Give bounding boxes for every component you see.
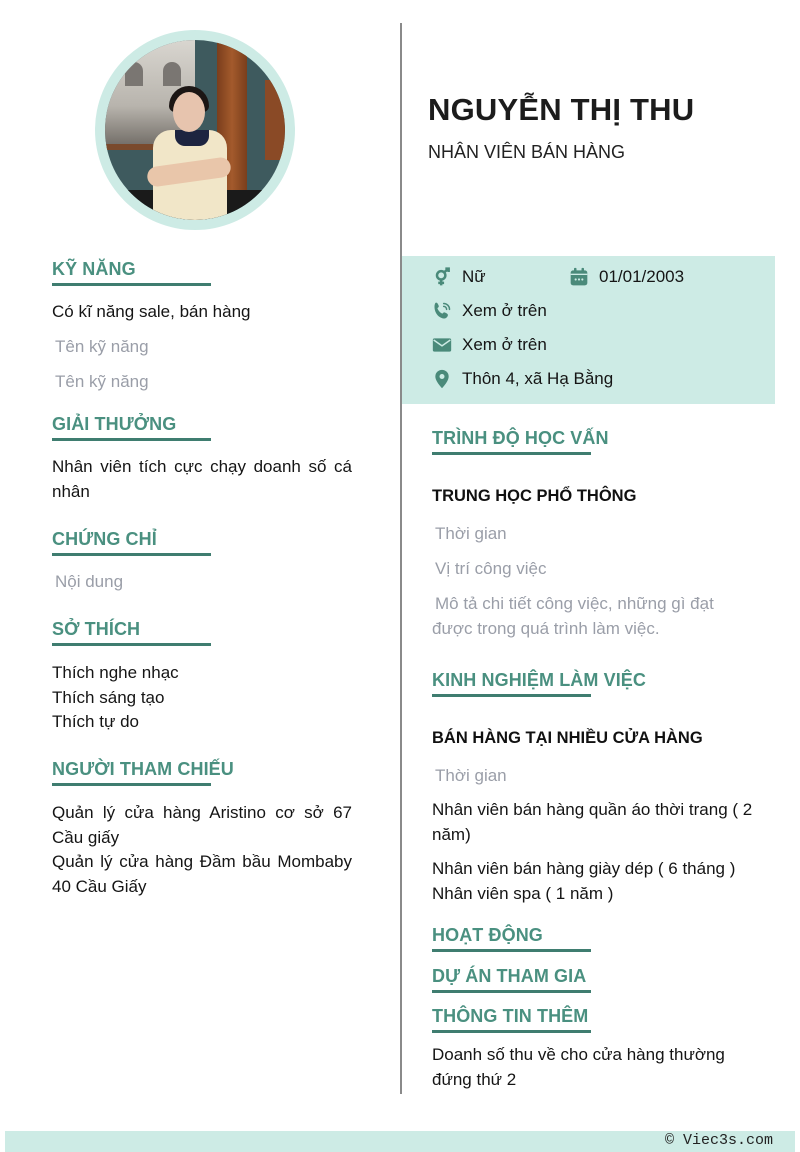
skills-heading: KỸ NĂNG xyxy=(52,259,136,279)
experience-item[interactable]: Nhân viên spa ( 1 năm ) xyxy=(432,884,614,903)
hobby-item[interactable]: Thích sáng tạo xyxy=(52,688,165,707)
hobbies-heading: SỞ THÍCH xyxy=(52,619,141,639)
experience-item[interactable]: Nhân viên bán hàng quần áo thời trang ( 2 năm) xyxy=(432,800,753,844)
phone-field[interactable]: Xem ở trên xyxy=(432,301,547,321)
contact-info xyxy=(402,256,775,404)
award-text[interactable]: Nhân viên tích cực chạy doanh số cá nhân xyxy=(52,457,352,501)
school-name[interactable]: TRUNG HỌC PHỔ THÔNG xyxy=(432,487,637,505)
projects-heading: DỰ ÁN THAM GIA xyxy=(432,966,587,986)
gender-icon xyxy=(432,267,452,287)
section-underline xyxy=(432,452,591,455)
skill-item[interactable]: Có kĩ năng sale, bán hàng xyxy=(52,302,251,321)
education-heading: TRÌNH ĐỘ HỌC VẤN xyxy=(432,428,609,448)
section-underline xyxy=(52,553,211,556)
birthday-field[interactable]: 01/01/2003 xyxy=(569,267,684,287)
hobby-item[interactable]: Thích tự do xyxy=(52,712,139,731)
education-description-placeholder[interactable]: Mô tả chi tiết công việc, những gì đạt được trong quá trình làm việc. xyxy=(432,594,714,638)
avatar-photo[interactable] xyxy=(105,40,285,220)
additional-info-heading: THÔNG TIN THÊM xyxy=(432,1006,589,1026)
hobby-item[interactable]: Thích nghe nhạc xyxy=(52,663,179,682)
section-underline xyxy=(432,1030,591,1033)
section-underline xyxy=(52,438,211,441)
education-time-placeholder[interactable]: Thời gian xyxy=(435,524,507,543)
envelope-icon xyxy=(432,335,452,355)
reference-item[interactable]: Quản lý cửa hàng Aristino cơ sở 67 Cầu giấy xyxy=(52,803,352,847)
address-field[interactable]: Thôn 4, xã Hạ Bằng xyxy=(432,369,613,389)
references-heading: NGƯỜI THAM CHIẾU xyxy=(52,759,234,779)
section-underline xyxy=(432,694,591,697)
section-underline xyxy=(52,783,211,786)
email-field[interactable]: Xem ở trên xyxy=(432,335,547,355)
awards-heading: GIẢI THƯỞNG xyxy=(52,414,177,434)
experience-item[interactable]: Nhân viên bán hàng giày dép ( 6 tháng ) xyxy=(432,859,736,878)
avatar-frame xyxy=(95,30,295,230)
job-title[interactable]: NHÂN VIÊN BÁN HÀNG xyxy=(428,142,626,162)
reference-item[interactable]: Quản lý cửa hàng Đầm bầu Mombaby 40 Cầu Giấy xyxy=(52,852,352,896)
skill-item-placeholder[interactable]: Tên kỹ năng xyxy=(55,337,149,356)
experience-time-placeholder[interactable]: Thời gian xyxy=(435,766,507,785)
certificate-placeholder[interactable]: Nội dung xyxy=(55,572,124,591)
footer-bar xyxy=(5,1131,795,1152)
skill-item-placeholder[interactable]: Tên kỹ năng xyxy=(55,372,149,391)
education-position-placeholder[interactable]: Vị trí công việc xyxy=(435,559,547,578)
company-name[interactable]: BÁN HÀNG TẠI NHIỀU CỬA HÀNG xyxy=(432,729,703,747)
section-underline xyxy=(52,283,211,286)
copyright-text[interactable]: © Viec3s.com xyxy=(664,1132,773,1149)
section-underline xyxy=(432,990,591,993)
certificates-heading: CHỨNG CHỈ xyxy=(52,529,157,549)
column-divider xyxy=(400,23,402,1094)
calendar-icon xyxy=(569,267,589,287)
gender-field[interactable]: Nữ xyxy=(432,267,486,287)
section-underline xyxy=(52,643,211,646)
additional-info-text[interactable]: Doanh số thu về cho cửa hàng thường đứng thứ 2 xyxy=(432,1045,725,1089)
location-pin-icon xyxy=(432,369,452,389)
experience-heading: KINH NGHIỆM LÀM VIỆC xyxy=(432,670,647,690)
section-underline xyxy=(432,949,591,952)
candidate-name[interactable]: NGUYỄN THỊ THU xyxy=(428,92,695,127)
phone-icon xyxy=(432,301,452,321)
activities-heading: HOẠT ĐỘNG xyxy=(432,925,543,945)
